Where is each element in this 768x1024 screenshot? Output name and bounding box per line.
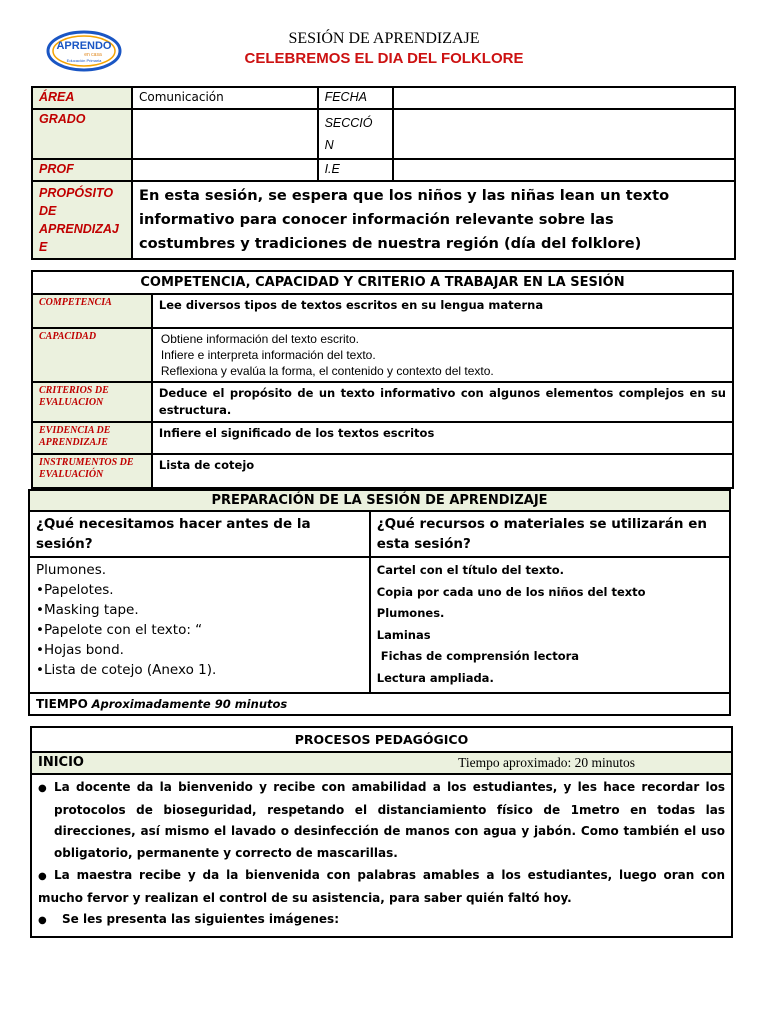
- svg-text:Educación Primaria: Educación Primaria: [66, 58, 102, 63]
- evidencia-label: EVIDENCIA DE APRENDIZAJE: [32, 422, 152, 454]
- list-item: Plumones.: [376, 606, 445, 621]
- proposito-text: En esta sesión, se espera que los niños y las niñas lean un texto informativo para conocer información relevante sobre las costumbres y tradiciones de nuestra región (día del folklore): [132, 181, 735, 259]
- prof-value[interactable]: [132, 159, 318, 181]
- ie-label: I.E: [318, 159, 394, 181]
- competencia-header: COMPETENCIA, CAPACIDAD Y CRITERIO A TRABAJAR EN LA SESIÓN: [32, 271, 733, 294]
- list-item: •Masking tape.: [36, 602, 139, 618]
- preparation-list: [29, 557, 370, 693]
- list-item: Plumones.: [36, 562, 107, 578]
- tiempo-row: [29, 693, 730, 715]
- preparacion-table: [28, 489, 731, 716]
- fecha-label: FECHA: [318, 87, 394, 109]
- area-label: ÁREA: [32, 87, 132, 109]
- criterios-value: Deduce el propósito de un texto informativo con algunos elementos complejos en su estructura.: [152, 382, 733, 422]
- procesos-table: [30, 726, 733, 938]
- grado-value[interactable]: [132, 109, 318, 159]
- inicio-row: [31, 752, 732, 774]
- list-item: •Lista de cotejo (Anexo 1).: [36, 662, 217, 678]
- area-value: Comunicación: [132, 87, 318, 109]
- inicio-body: [31, 774, 732, 937]
- list-item: •Papelote con el texto: “: [36, 622, 203, 638]
- competencia-label: COMPETENCIA: [32, 294, 152, 328]
- question-before: ¿Qué necesitamos hacer antes de la sesión?: [29, 511, 370, 557]
- inicio-label: INICIO: [38, 755, 84, 770]
- ie-value[interactable]: [393, 159, 735, 181]
- seccion-value[interactable]: [393, 109, 735, 159]
- list-item: •Hojas bond.: [36, 642, 124, 658]
- tiempo-label: TIEMPO: [36, 696, 88, 711]
- page-title: SESIÓN DE APRENDIZAJE: [288, 30, 480, 47]
- page-subtitle: CELEBREMOS EL DIA DEL FOLKLORE: [244, 50, 524, 67]
- evidencia-value: Infiere el significado de los textos escritos: [152, 422, 733, 454]
- svg-text:en casa: en casa: [84, 52, 102, 58]
- list-item: ● Se les presenta las siguientes imágenes:: [38, 909, 725, 932]
- preparacion-header: PREPARACIÓN DE LA SESIÓN DE APRENDIZAJE: [29, 490, 730, 511]
- list-item: Cartel con el título del texto.: [376, 563, 564, 577]
- competencia-value: Lee diversos tipos de textos escritos en su lengua materna: [152, 294, 733, 328]
- instrumentos-label: INSTRUMENTOS DE EVALUACIÓN: [32, 454, 152, 488]
- proposito-label: PROPÓSITO DE APRENDIZAJ E: [32, 181, 132, 259]
- list-item: Copia por cada uno de los niños del texto: [376, 584, 646, 599]
- list-item: ● La docente da la bienvenido y recibe con amabilidad a los estudiantes, y les hace recordar los protocolos de bioseguridad, respetando el distanciamiento físico de 1metro en todas las direcciones, así mismo el lavado o desinfección de manos con agua y jabón. Como también el uso obligatorio, permanente y correcto de mascarillas.: [38, 780, 725, 861]
- bullet-icon: ●: [38, 915, 47, 927]
- procesos-header: PROCESOS PEDAGÓGICO: [31, 727, 732, 752]
- inicio-tiempo: Tiempo aproximado: 20 minutos: [458, 755, 635, 770]
- capacidad-label: CAPACIDAD: [32, 328, 152, 382]
- list-item: Laminas: [376, 627, 431, 642]
- instrumentos-value: Lista de cotejo: [152, 454, 733, 488]
- list-item: Fichas de comprensión lectora: [376, 649, 580, 664]
- capacidad-value: Obtiene información del texto escrito. Infiere e interpreta información del texto. Reflexiona y evalúa la forma, el contenido y contexto del texto.: [152, 328, 733, 382]
- fecha-value[interactable]: [393, 87, 735, 109]
- info-table: [31, 86, 736, 260]
- tiempo-value: Aproximadamente 90 minutos: [91, 696, 288, 711]
- svg-text:APRENDO: APRENDO: [56, 40, 112, 52]
- seccion-label: SECCIÓ N: [318, 109, 394, 159]
- competencia-table: [31, 270, 734, 489]
- list-item: Lectura ampliada.: [376, 670, 494, 685]
- bullet-icon: ●: [38, 783, 47, 794]
- bullet-icon: ●: [38, 870, 47, 882]
- criterios-label: CRITERIOS DE EVALUACION: [32, 382, 152, 422]
- list-item: •Papelotes.: [36, 582, 114, 598]
- grado-label: GRADO: [32, 109, 132, 159]
- prof-label: PROF: [32, 159, 132, 181]
- materials-list: [370, 557, 730, 693]
- list-item: ● La maestra recibe y da la bienvenida con palabras amables a los estudiantes, luego oran con mucho fervor y realizan el control de su asistencia, para saber quién faltó hoy.: [38, 867, 725, 905]
- question-materials: ¿Qué recursos o materiales se utilizarán en esta sesión?: [370, 511, 730, 557]
